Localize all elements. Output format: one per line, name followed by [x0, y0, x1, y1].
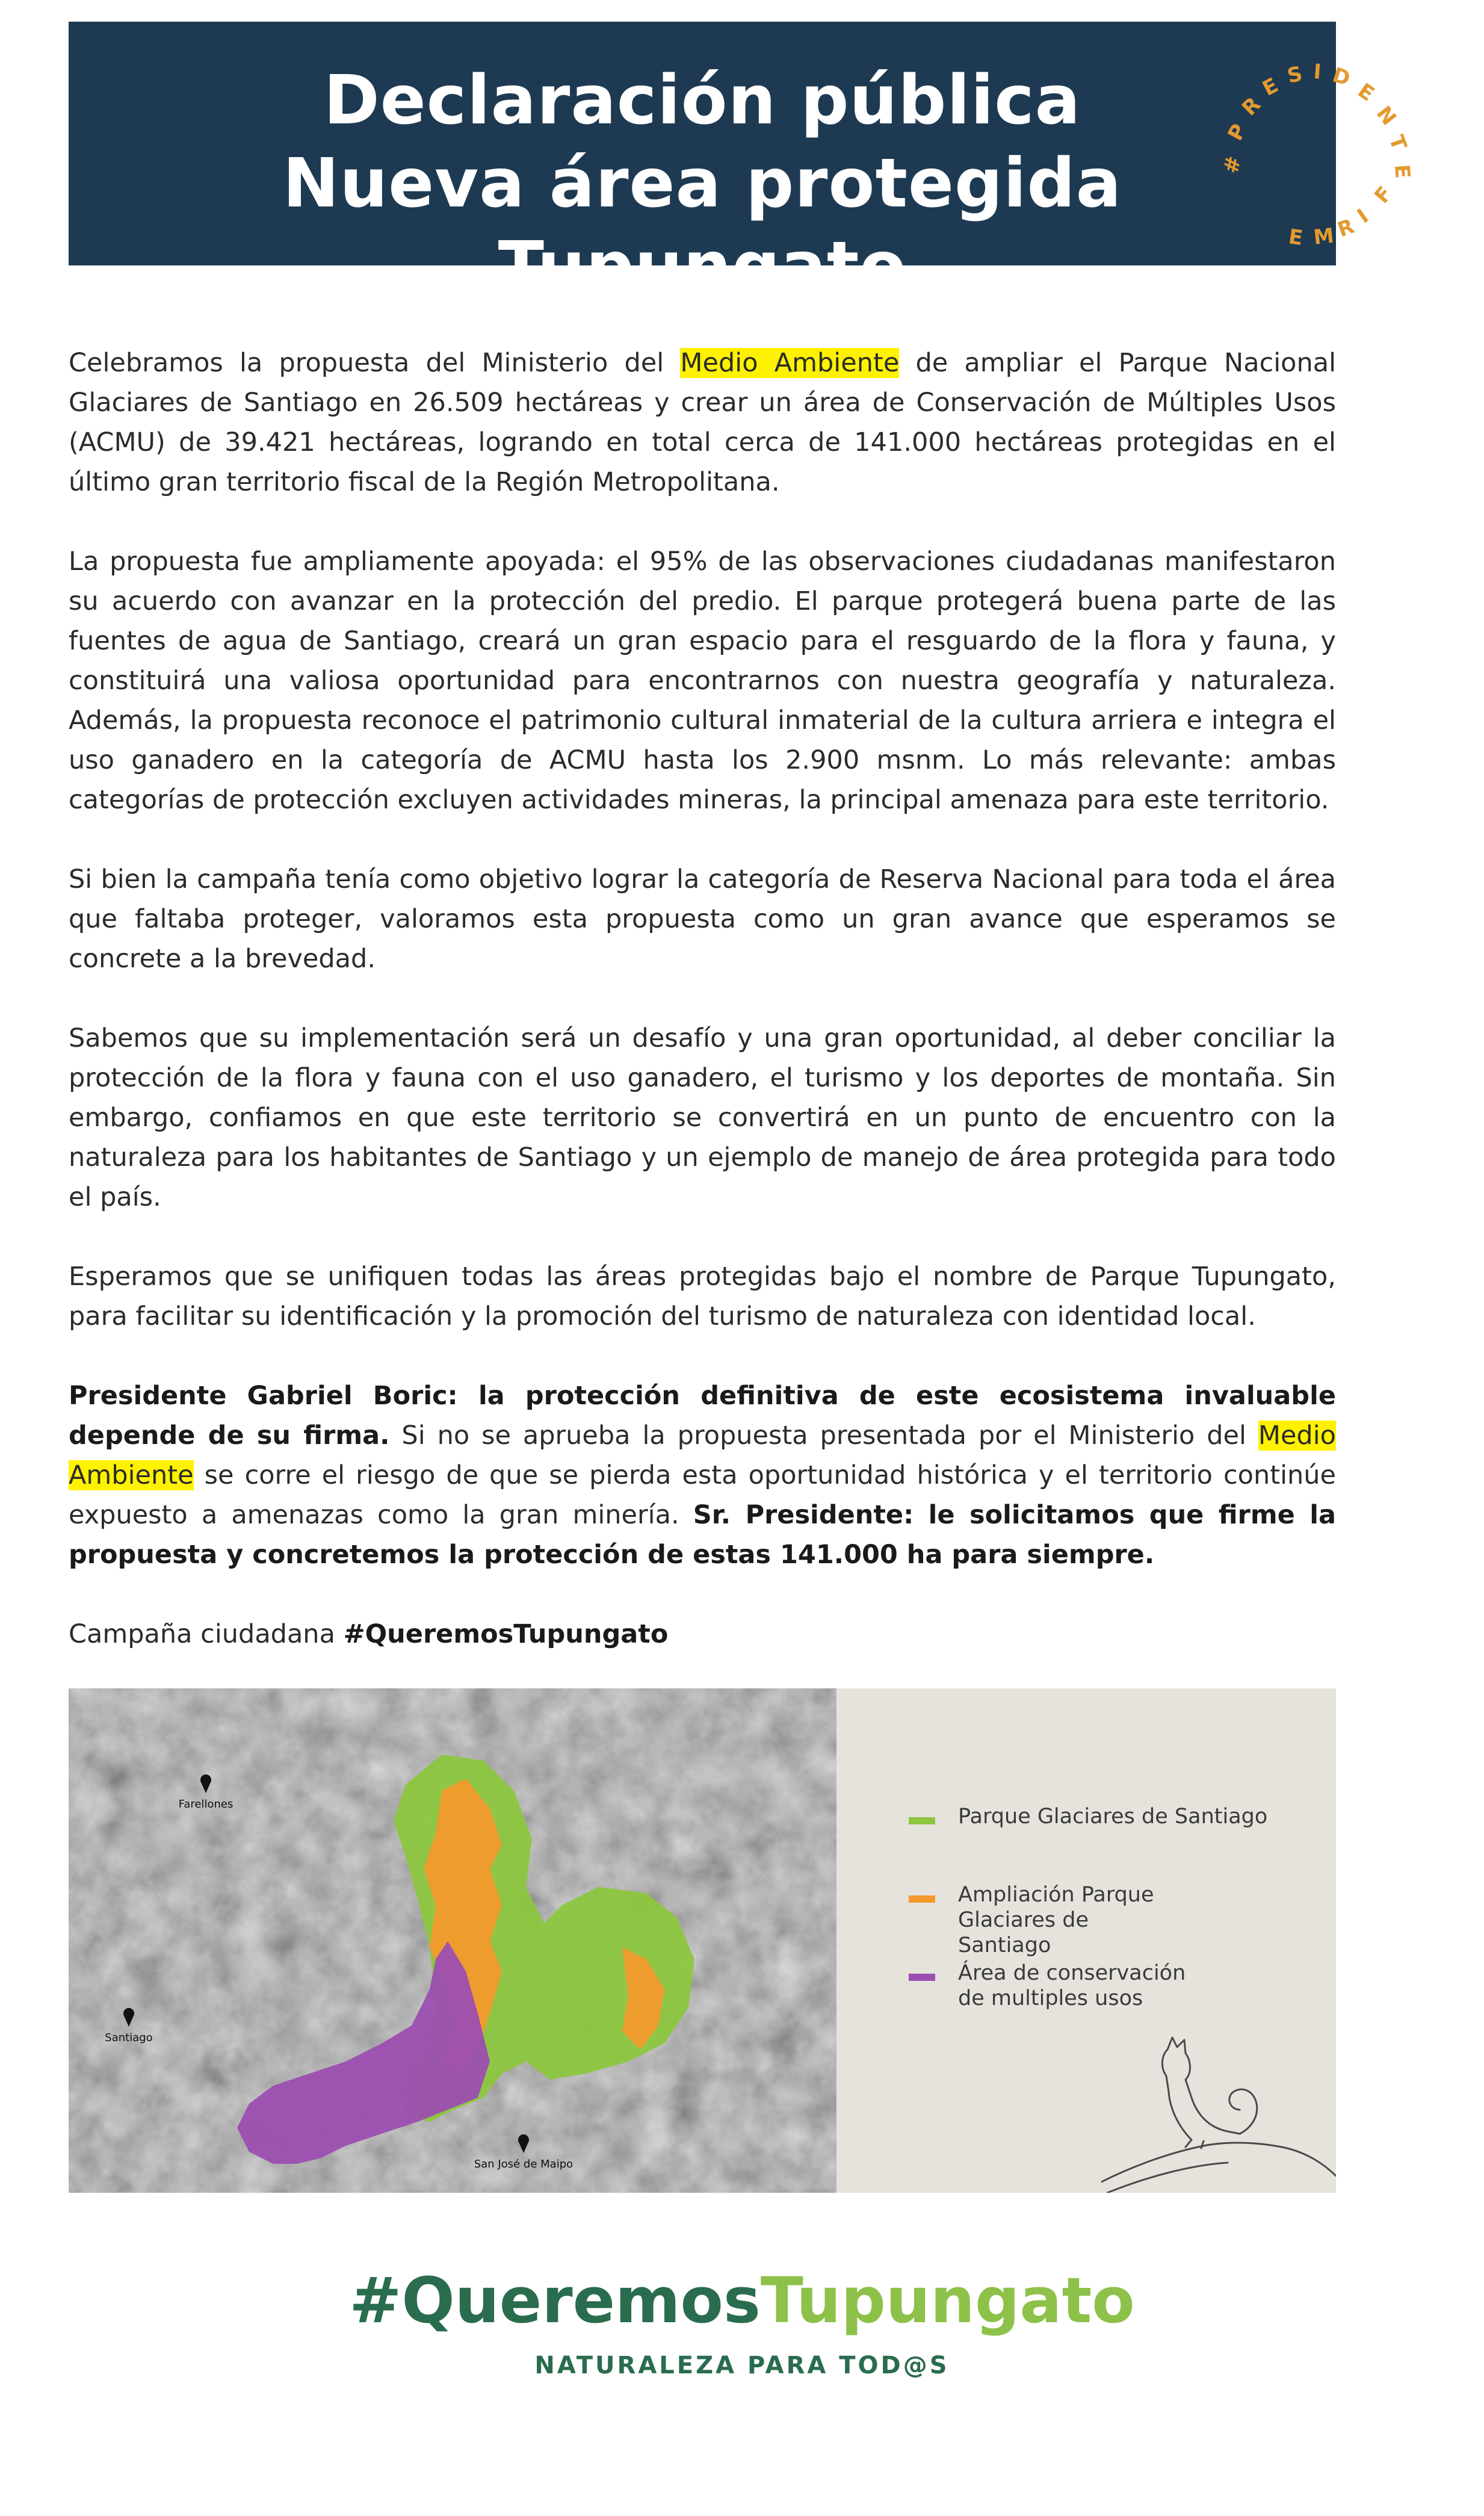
header-banner	[69, 22, 1336, 306]
svg-text:M: M	[1312, 223, 1335, 250]
place-san-jose: San José de Maipo	[474, 2158, 574, 2171]
campaign-hashtag: #QueremosTupungato	[343, 1619, 669, 1649]
svg-text:E: E	[1258, 73, 1282, 101]
svg-text:N: N	[1371, 101, 1401, 130]
map-legend	[836, 1688, 1336, 2193]
legend-item-parque: Parque Glaciares de Santiago	[909, 1804, 1271, 1829]
title-line-1: Declaración pública	[323, 61, 1081, 140]
svg-text:E: E	[1287, 225, 1305, 251]
bold-request: Sr. Presidente: le solicitamos que firme la propuesta y concretemos la protección de estas 141.000 ha para siempre.	[69, 1500, 1336, 1570]
svg-text:E: E	[1390, 163, 1415, 179]
svg-text:#: #	[1219, 153, 1246, 176]
paragraph-4: Sabemos que su implementación será un desafío y una gran oportunidad, al deber conciliar la protección de la flora y fauna con el uso ganadero, el turismo y los deportes de montaña. Sin embargo, confiamos en que este territorio se convertirá en un punto de encuentro con la naturaleza para los habitantes de Santiago y un ejemplo de manejo de área protegida para todo el país.	[69, 1023, 1336, 1212]
footer-subtitle: NATURALEZA PARA TOD@S	[534, 2352, 950, 2379]
highlight-medio-ambiente: Medio Ambiente	[680, 348, 900, 378]
svg-text:F: F	[1370, 182, 1397, 208]
svg-text:P: P	[1223, 120, 1252, 145]
legend-swatch-orange	[909, 1895, 935, 1903]
svg-text:I: I	[1353, 204, 1373, 229]
footer-hashtag-logo: #QueremosTupungato	[349, 2264, 1135, 2337]
svg-text:I: I	[1312, 60, 1322, 84]
svg-text:T: T	[1384, 132, 1412, 153]
place-santiago: Santiago	[105, 2031, 153, 2044]
paragraph-6: Presidente Gabriel Boric: la protección definitiva de este ecosistema invaluable depende de su firma. Si no se aprueba la propuesta presentada por el Ministerio del Medio Ambiente se corre el riesgo de que se pierda esta oportunidad histórica y el territorio continúe expuesto a amenazas como la gran minería. Sr. Presidente: le solicitamos que firme la propuesta y concretemos la protección de estas 141.000 ha para siempre.	[69, 1381, 1336, 1570]
legend-item-ampliacion: Ampliación Parque Glaciares de Santiago	[909, 1882, 1187, 1958]
paragraph-5: Esperamos que se unifiquen todas las áreas protegidas bajo el nombre de Parque Tupungato, para facilitar su identificación y la promoción del turismo de naturaleza con identidad local.	[69, 1262, 1336, 1331]
map-terrain	[69, 1688, 836, 2193]
title-line-2: Nueva área protegida Tupungato	[282, 144, 1122, 306]
protected-area-map	[69, 1688, 1336, 2193]
svg-text:R: R	[1237, 92, 1266, 121]
signoff: Campaña ciudadana #QueremosTupungato	[69, 1619, 669, 1649]
svg-text:R: R	[1334, 214, 1358, 243]
paragraph-2: La propuesta fue ampliamente apoyada: el 95% de las observaciones ciudadanas manifestaron su acuerdo con avanzar en la protección del predio. El parque protegerá buena parte de las fuentes de agua de Santiago, creará un gran espacio para el resguardo de la flora y fauna, y constituirá una valiosa oportunidad para encontrarnos con nuestra geografía y naturaleza. Además, la propuesta reconoce el patrimonio cultural inmaterial de la cultura arriera e integra el uso ganadero en la categoría de ACMU hasta los 2.900 msnm. Lo más relevante: ambas categorías de protección excluyen actividades mineras, la principal amenaza para este territorio.	[69, 547, 1336, 815]
paragraph-3: Si bien la campaña tenía como objetivo lograr la categoría de Reserva Nacional para toda el área que faltaba proteger, valoramos esta propuesta como un gran avance que esperamos se concrete a la brevedad.	[69, 864, 1336, 974]
declaration-body	[69, 343, 1336, 1694]
puma-icon	[1101, 2013, 1336, 2193]
page-title	[69, 59, 1336, 308]
svg-text:D: D	[1329, 63, 1353, 91]
highlight-medio-ambiente-2: Medio Ambiente	[69, 1421, 1336, 1490]
svg-text:E: E	[1353, 78, 1379, 107]
place-farellones: Farellones	[178, 1798, 233, 1811]
bold-appeal: Presidente Gabriel Boric: la protección definitiva de este ecosistema invaluable depende de su firma.	[69, 1381, 1336, 1451]
legend-swatch-green	[909, 1817, 935, 1824]
presidente-firme-seal	[1179, 24, 1432, 277]
paragraph-1: Celebramos la propuesta del Ministerio del Medio Ambiente de ampliar el Parque Nacional Glaciares de Santiago en 26.509 hectáreas y crear un área de Conservación de Múltiples Usos (ACMU) de 39.421 hectáreas, logrando en total cerca de 141.000 hectáreas protegidas en el último gran territorio fiscal de la Región Metropolitana.	[69, 348, 1337, 497]
legend-swatch-purple	[909, 1974, 935, 1981]
svg-text:S: S	[1285, 61, 1305, 88]
legend-item-conservacion: Área de conservación de multiples usos	[909, 1960, 1199, 2011]
